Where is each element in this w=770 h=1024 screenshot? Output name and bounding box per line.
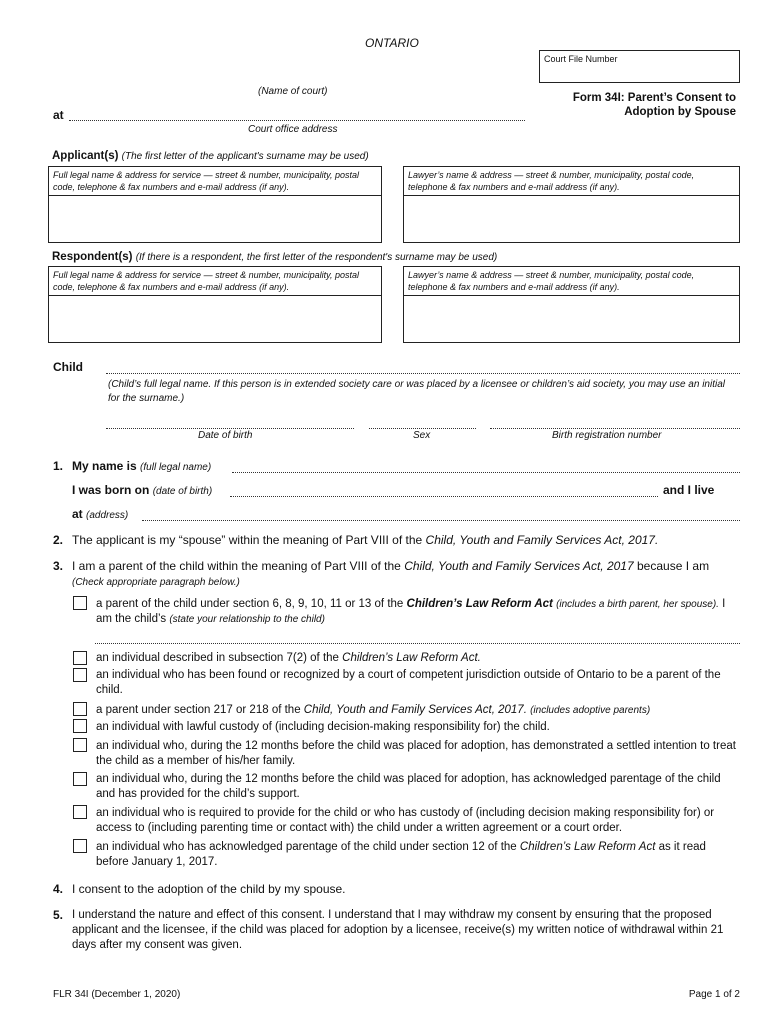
item3-number: 3. <box>53 559 64 573</box>
court-address-line[interactable] <box>69 120 525 121</box>
respondents-heading <box>52 251 497 263</box>
form-id: FLR 34I (December 1, 2020) <box>53 989 181 1000</box>
item2-act: Child, Youth and Family Services Act, 2017. <box>425 533 659 547</box>
birth-reg-label: Birth registration number <box>552 430 662 441</box>
form-title-line1: Form 34I: Parent’s Consent to <box>572 92 736 104</box>
court-file-label: Court File Number <box>544 54 618 64</box>
address-line[interactable] <box>142 520 740 521</box>
item3-body-c: am <box>692 559 710 573</box>
option-checkbox-9[interactable] <box>73 839 87 853</box>
respondent-lawyer-label: Lawyer’s name & address — street & number, municipality, postal code, telephone & fax numbers and e-mail address (if any). <box>404 267 739 296</box>
item5-text: I understand the nature and effect of this consent. I understand that I may withdraw my consent by ensuring that the proposed applicant and the licensee, if the child was placed for adoption by a licensee, receive(s) my written notice of withdrawal within 21 days after my consent was given. <box>72 909 724 951</box>
applicants-heading <box>52 150 369 162</box>
option-text-5: an individual with lawful custody of (including decision-making responsibility for) the child. <box>96 721 550 733</box>
option-9-act: Children’s Law Reform Act <box>519 841 656 853</box>
respondent-address-box[interactable] <box>48 266 382 343</box>
respondents-note: (If there is a respondent, the first letter of the respondent's surname may be used) <box>135 252 498 263</box>
option-text-4 <box>96 703 740 718</box>
born-on-line[interactable] <box>230 496 658 497</box>
option-checkbox-3[interactable] <box>73 668 87 682</box>
option-1-post: (includes a birth parent, her spouse). <box>556 599 719 610</box>
at-address-label: at <box>72 507 83 521</box>
relationship-line[interactable] <box>95 643 740 644</box>
name-of-court-label: (Name of court) <box>258 86 328 97</box>
option-2-act: Children’s Law Reform Act. <box>342 652 481 664</box>
dob-line[interactable] <box>106 428 354 429</box>
my-name-label: My name is <box>72 459 137 473</box>
address-hint: (address) <box>86 510 129 521</box>
respondents-title: Respondent(s) <box>52 251 133 263</box>
birth-reg-line[interactable] <box>490 428 740 429</box>
address-row <box>72 507 128 521</box>
born-on-hint: (date of birth) <box>152 486 213 497</box>
option-9-post: as it read before January 1, 2017. <box>96 841 706 868</box>
option-text-6: an individual who, during the 12 months before the child was placed for adoption, has demonstrated a settled intention to treat the child as a member of his/her family. <box>96 740 736 767</box>
page-number: Page 1 of 2 <box>688 989 740 1000</box>
option-4-post: (includes adoptive parents) <box>530 705 651 716</box>
option-4-pre: a parent under section 217 or 218 of the <box>96 704 301 716</box>
option-checkbox-4[interactable] <box>73 702 87 716</box>
child-note: (Child’s full legal name. If this person is in extended society care or was placed by a licensee or children’s aid society, you may use an initial for the surname.) <box>108 379 725 404</box>
item2-number: 2. <box>53 533 64 547</box>
court-office-address-label: Court office address <box>248 124 338 135</box>
item4-text: I consent to the adoption of the child by my spouse. <box>72 882 346 896</box>
applicants-title: Applicant(s) <box>52 150 119 162</box>
option-text-7: an individual who, during the 12 months before the child was placed for adoption, has acknowledged parentage of the child and has provided for the child’s support. <box>96 773 721 800</box>
option-1-act: Children’s Law Reform Act <box>406 598 553 610</box>
sex-label: Sex <box>413 430 431 441</box>
option-checkbox-8[interactable] <box>73 805 87 819</box>
option-checkbox-2[interactable] <box>73 651 87 665</box>
applicant-address-box[interactable] <box>48 166 382 243</box>
item1-number: 1. <box>53 459 64 473</box>
option-2-pre: an individual described in subsection 7(2) of the <box>96 652 339 664</box>
item4-number: 4. <box>53 882 64 896</box>
option-4-act: Child, Youth and Family Services Act, 2017. <box>303 704 527 716</box>
option-text-9 <box>96 840 740 870</box>
item3-act: Child, Youth and Family Services Act, 2017 <box>404 559 634 573</box>
born-on-label: I was born on <box>72 483 150 497</box>
at-label: at <box>53 108 64 122</box>
option-text-8: an individual who is required to provide for the child or who has custody of (including decision making responsibility for) or access to (including parenting time or contact with) the child under a written agreement or a court order. <box>96 807 715 834</box>
item2-body: The applicant is my “spouse” within the meaning of Part VIII of the <box>72 533 423 547</box>
option-9-pre: an individual who has acknowledged parentage of the child under section 12 of the <box>96 841 517 853</box>
item3-hint: (Check appropriate paragraph below.) <box>72 577 240 588</box>
option-1-post2: I am the child’s <box>96 598 726 625</box>
option-checkbox-5[interactable] <box>73 719 87 733</box>
option-text-3: an individual who has been found or recognized by a court of competent jurisdiction outside of Ontario to be a parent of the child. <box>96 669 721 696</box>
item3-text <box>72 559 740 590</box>
born-on-row <box>72 483 212 497</box>
item3-body-b: because I <box>637 559 690 573</box>
option-text-1 <box>96 597 740 627</box>
item5-number: 5. <box>53 908 64 922</box>
respondent-address-label: Full legal name & address for service — street & number, municipality, postal code, telephone & fax numbers and e-mail address (if any). <box>49 267 381 296</box>
form-title-line2: Adoption by Spouse <box>624 106 736 118</box>
respondent-lawyer-box[interactable] <box>403 266 740 343</box>
option-checkbox-7[interactable] <box>73 772 87 786</box>
option-checkbox-6[interactable] <box>73 738 87 752</box>
my-name-line[interactable] <box>232 472 740 473</box>
my-name-row <box>72 459 211 473</box>
applicant-lawyer-box[interactable] <box>403 166 740 243</box>
applicant-address-label: Full legal name & address for service — street & number, municipality, postal code, telephone & fax numbers and e-mail address (if any). <box>49 167 381 196</box>
item2-text <box>72 533 658 548</box>
sex-line[interactable] <box>369 428 476 429</box>
option-checkbox-1[interactable] <box>73 596 87 610</box>
and-i-live-label: and I live <box>663 483 715 497</box>
option-1-post3: (state your relationship to the child) <box>169 614 325 625</box>
item3-body-a: I am a parent of the child within the meaning of Part VIII of the <box>72 559 401 573</box>
applicant-lawyer-label: Lawyer’s name & address — street & number, municipality, postal code, telephone & fax numbers and e-mail address (if any). <box>404 167 739 196</box>
jurisdiction: ONTARIO <box>365 36 419 50</box>
option-1-pre: a parent of the child under section 6, 8, 9, 10, 11 or 13 of the <box>96 598 404 610</box>
court-file-number-box[interactable] <box>539 50 740 83</box>
child-label: Child <box>53 360 83 374</box>
my-name-hint: (full legal name) <box>140 462 212 473</box>
child-name-line[interactable] <box>106 373 740 374</box>
dob-label: Date of birth <box>198 430 253 441</box>
option-text-2 <box>96 651 740 666</box>
applicants-note: (The first letter of the applicant's surname may be used) <box>121 151 369 162</box>
